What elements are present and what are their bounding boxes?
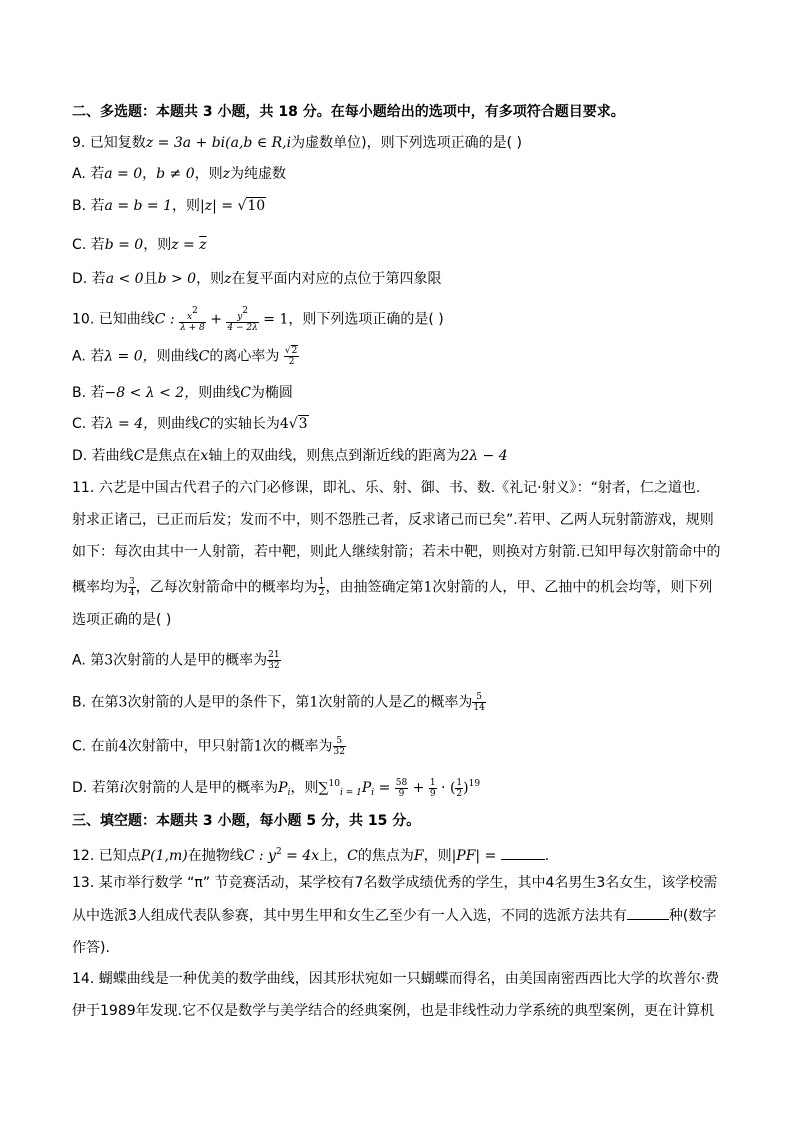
q12-F: F [413, 848, 424, 864]
q12-prefix: 12. 已知点 [72, 848, 141, 864]
q10-C: C : [154, 311, 175, 328]
q10c-four: 4 [279, 416, 289, 432]
q10-x-sq: 2 [192, 306, 198, 316]
q11d-dot: · ( [436, 780, 456, 796]
q11-line-3: 如下：每次由其中一人射箭，若中靶，则此人继续射箭；若未中靶，则换对方射箭.已知甲每次射箭命中的 [72, 544, 721, 560]
q10c-text: 则曲线 [157, 416, 200, 432]
q9a-a0: a = 0 [104, 166, 143, 182]
q11-l4b: ，乙每次射箭命中的概率均为 [135, 579, 318, 596]
q10-den1: λ + 8 [180, 323, 205, 333]
q9d-mid: 且 [143, 271, 158, 287]
q12-PF: |PF| = [451, 848, 501, 864]
q11d-P2: P [361, 780, 372, 796]
q11d-f589n: 58 [395, 777, 408, 788]
q10-suffix: 则下列选项正确的是( ) [302, 311, 444, 328]
q11-l4c: ，由抽签确定第 [325, 579, 424, 596]
q11a-a: A. 第 [72, 652, 105, 669]
q10a-frac: $\frac{√2}{2}$ [284, 346, 298, 367]
q11a-three: 3 [104, 652, 114, 669]
q9d-bgt0: b > 0 [157, 271, 197, 287]
q12-mid4: ，则 [423, 848, 452, 864]
q9d-text: 则 [210, 271, 225, 287]
q11c-a: C. 在前 [72, 738, 119, 755]
q14-line-1: 14. 蝴蝶曲线是一种优美的数学曲线，因其形状宛如一只蝴蝶而得名，由美国南密西西比大学的坎普尔·费 [72, 971, 720, 987]
q9-option-b: B. 若a = b = 1，则|z| = √10 [72, 198, 266, 214]
q9d-z: z [224, 271, 232, 287]
q9b-text: 则 [186, 198, 200, 214]
q11d-plus: + [408, 780, 429, 796]
q11b-one: 1 [309, 694, 319, 711]
q12-P1m: P(1,m) [140, 848, 188, 864]
q11-f34d: 4 [129, 588, 135, 598]
q11b-fd: 14 [473, 703, 485, 713]
q9c-text: 则 [157, 237, 172, 253]
q10c-l4: λ = 4， [104, 416, 158, 432]
q11-option-c [72, 736, 346, 757]
q10b-text: 则曲线 [198, 385, 241, 401]
q12-answer-blank[interactable] [501, 847, 545, 860]
q10-eq1: = 1， [263, 311, 303, 328]
q11c-one: 1 [253, 738, 263, 755]
q9a-text: 则 [208, 166, 223, 182]
q10a-l0: λ = 0， [104, 348, 157, 365]
q10a-end: 的离心率为 [209, 348, 280, 365]
q11-l4a: 概率均为 [72, 579, 128, 596]
q12-C2: C [347, 848, 358, 864]
q11d-f19d: 9 [429, 788, 436, 799]
q13-line-2 [72, 907, 716, 925]
q10-x: x [187, 312, 193, 322]
q9d-alt0: a < 0 [105, 271, 144, 287]
q11d-f589d: 9 [398, 788, 405, 799]
q9-prefix: 9. 已知复数 [72, 135, 146, 151]
q13-answer-blank[interactable] [627, 907, 669, 920]
q9d-end: 在复平面内对应的点位于第四象限 [231, 271, 442, 287]
q11-one: 1 [423, 579, 433, 596]
q10b-C: C [240, 385, 251, 401]
q11d-sum-sub: i = 1 [339, 788, 362, 798]
q13-l2b: 种(数字 [668, 908, 717, 924]
q13-line-3: 作答). [72, 940, 110, 956]
q9c-z-eq: z = [171, 237, 200, 253]
q9a-z: z [222, 166, 231, 182]
q10a-label: A. 若 [72, 348, 105, 365]
q14-line-2: 伊于1989年发现.它不仅是数学与美学结合的经典案例，也是非线性动力学系统的典型案例，更在计算机 [72, 1003, 715, 1019]
q11d-P2-sub: i [371, 788, 375, 798]
q11c-c: 次的概率为 [262, 738, 333, 755]
q10-option-a [72, 346, 299, 367]
q11d-eq: = [374, 780, 395, 796]
question-10: 10. 已知曲线C : $\frac{x2}{\lambda + 8}$ + $\frac{y2}{4 - 2\lambda}$ = 1，则下列选项正确的是( ) [72, 306, 444, 333]
q9c-label: C. 若 [72, 237, 105, 253]
q11c-fd: 32 [333, 747, 345, 757]
q10a-sqrt2: 2 [291, 346, 298, 356]
q11c-frac [333, 736, 346, 757]
question-12: 12. 已知点P(1,m)在抛物线C : $y^2 = 4x$上，C的焦点为F，则|PF| = . [72, 847, 550, 864]
q10-y-sq: 2 [242, 306, 249, 316]
q10-option-d [72, 447, 508, 465]
q9b-ab1: a = b = 1 [104, 198, 172, 214]
section-3-heading: 三、填空题：本题共 3 小题，每小题 5 分，共 15 分。 [72, 813, 421, 829]
q11d-exp: 19 [468, 779, 481, 789]
q9a-end: 为纯虚数 [230, 166, 287, 182]
q11d-frac-12 [455, 778, 463, 799]
q11b-three: 3 [118, 694, 128, 711]
q10b-range: −8 < λ < 2， [104, 385, 199, 401]
q11b-a: B. 在第 [72, 694, 119, 711]
q10a-two: 2 [288, 357, 295, 367]
q11d-f12d: 2 [456, 788, 463, 799]
q11d-P-sub: i [287, 788, 291, 798]
q11a-fd: 32 [268, 661, 280, 671]
q11-option-a [72, 650, 281, 671]
q12-parab-rest: = 4x [281, 848, 320, 864]
q11-l4d: 次射箭的人，甲、乙抽中的机会均等，则下列 [432, 579, 713, 596]
q11a-frac [267, 650, 280, 671]
q11d-P: P [278, 780, 288, 796]
q11-f12n: 1 [318, 577, 325, 587]
q11b-frac [472, 692, 485, 713]
q10-option-b [72, 384, 293, 402]
q10d-end: 轴上的双曲线，则焦点到渐近线的距离为 [208, 448, 461, 464]
q9b-sqrt10: 10 [247, 198, 266, 214]
q10a-C: C [198, 348, 210, 365]
q11-line-5: 选项正确的是( ) [72, 612, 172, 628]
q10c-C: C [199, 416, 210, 432]
q11d-a: D. 若第 [72, 780, 120, 796]
q10c-label: C. 若 [72, 416, 105, 432]
q11a-b: 次射箭的人是甲的概率为 [113, 652, 268, 669]
q9-suffix: 为虚数单位)，则下列选项正确的是( ) [291, 135, 522, 151]
q10-prefix: 10. 已知曲线 [72, 311, 155, 328]
q10-frac-x [179, 306, 206, 333]
q11a-fn: 21 [268, 650, 280, 660]
q11-option-d: D. 若第i次射箭的人是甲的概率为$P_i$，则$\sum^{10}_{i = 1}P_i$ = $\frac{58}{9}$ + $\frac{1}{9}$ · ( $\frac{1}{2}$ )$^{19}$ [72, 777, 481, 799]
q9c-zbar: $\overline{z}$ [199, 237, 207, 253]
q11b-b: 次射箭的人是甲的条件下，第 [127, 694, 310, 711]
q11c-fn: 5 [333, 736, 346, 747]
q10c-sqrt3: 3 [298, 416, 308, 432]
q10d-dist: 2λ − 4 [460, 448, 508, 464]
q10-y: y [237, 312, 243, 322]
q10d-C: C [133, 448, 145, 464]
q11-line-2: 射求正诸己，已正而后发；发而不中，则不怨胜己者，反求诸己而已矣”.若甲、乙两人玩射箭游戏，规则 [72, 512, 714, 528]
q9a-bne0: b ≠ 0 [156, 166, 195, 182]
q10-option-c: C. 若λ = 4，则曲线C的实轴长为4√3 [72, 416, 308, 432]
q10-frac-y [226, 306, 258, 333]
q11b-c: 次射箭的人是乙的概率为 [318, 694, 473, 711]
q12-y-sq: 2 [275, 847, 282, 857]
q11c-four: 4 [118, 738, 128, 755]
q11b-fn: 5 [472, 692, 485, 703]
q11d-i: i [119, 780, 125, 796]
q11-f12d: 2 [318, 588, 325, 598]
q11d-f12n: 1 [456, 777, 463, 788]
q13-l2a: 从中选派3人组成代表队参赛，其中男生甲和女生乙至少有一人入选，不同的选派方法共有 [72, 908, 627, 924]
q10d-x: x [200, 448, 209, 464]
q10d-label: D. 若曲线 [72, 448, 134, 464]
q9b-label: B. 若 [72, 198, 105, 214]
q11d-f19n: 1 [429, 777, 436, 788]
q10b-label: B. 若 [72, 385, 105, 401]
q11d-c: ，则 [290, 780, 319, 796]
q10d-mid: 是焦点在 [144, 448, 201, 464]
q9d-label: D. 若 [72, 271, 106, 287]
q11-f34n: 3 [129, 577, 135, 587]
q12-mid2: 上， [319, 848, 348, 864]
q11c-b: 次射箭中，甲只射箭 [127, 738, 254, 755]
q9c-b0: b = 0 [104, 237, 144, 253]
q12-mid3: 的焦点为 [357, 848, 414, 864]
q9-option-d: D. 若a < 0且b > 0，则z在复平面内对应的点位于第四象限 [72, 271, 442, 287]
q9-option-c: C. 若b = 0，则$z = \overline{z}$ [72, 237, 207, 253]
q10c-end: 的实轴长为 [209, 416, 280, 432]
q11d-b: 次射箭的人是甲的概率为 [124, 780, 279, 796]
q12-C: C : [243, 848, 264, 864]
q12-y: y [268, 848, 276, 864]
q9a-label: A. 若 [72, 166, 105, 182]
q10-den2: 4 − 2λ [227, 323, 258, 333]
q10a-text: 则曲线 [156, 348, 199, 365]
q11d-frac-589 [395, 778, 408, 799]
q9-z-definition: z = 3a + bi(a,b ∈ R,i [145, 135, 292, 151]
q11d-sum-sup: 10 [328, 779, 340, 789]
q11-frac-34 [128, 577, 136, 598]
question-9 [72, 134, 522, 152]
q11-line-1: 11. 六艺是中国古代君子的六门必修课，即礼、乐、射、御、书、数.《礼记·射义》：“射者，仁之道也. [72, 480, 701, 496]
section-2-heading: 二、多选题：本题共 3 小题，共 18 分。在每小题给出的选项中，有多项符合题目要求。 [72, 104, 625, 120]
q9-option-a: A. 若a = 0，b ≠ 0，则z为纯虚数 [72, 166, 287, 182]
q11-line-4 [72, 577, 712, 598]
q11d-frac-19 [429, 778, 437, 799]
q12-mid: 在抛物线 [187, 848, 244, 864]
q11-option-b [72, 692, 486, 713]
q9b-absz: |z| = [200, 198, 238, 214]
q10b-end: 为椭圆 [250, 385, 293, 401]
q13-line-1: 13. 某市举行数学 “π” 节竞赛活动，某学校有7名数学成绩优秀的学生，其中4名男生3名女生，该学校需 [72, 875, 718, 891]
